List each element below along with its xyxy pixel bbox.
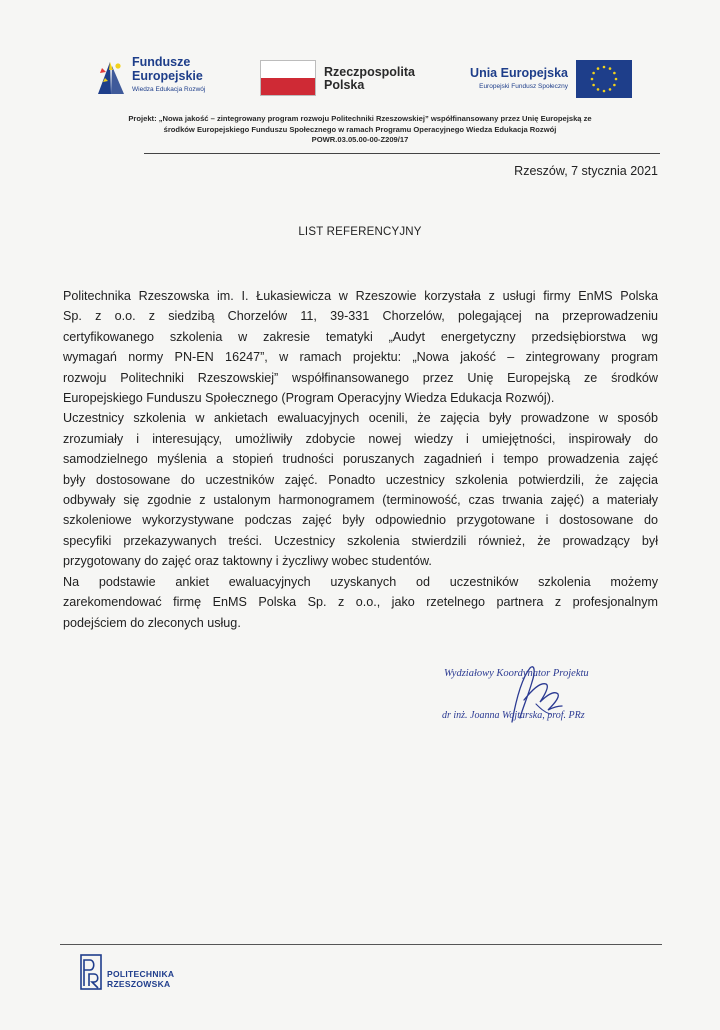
eu-star-icon [615,78,618,81]
paragraph-1-line: rozwoju Politechniki Rzeszowskiej” współfinansowanego przez Unię Europejską ze środków [63,370,658,385]
project-line-2: środków Europejskiego Funduszu Społecznego w ramach Programu Operacyjnego Wiedza Edukacja Rozwój [163,124,557,134]
paragraph-2 [63,408,658,571]
paragraph-1-line: wymagań normy PN-EN 16247”, w ramach projektu: „Nowa jakość – zintegrowany program [63,350,658,365]
paragraph-1-line: certyfikowanego szkolenia w zakresie tematyki „Audyt energetyczny przedsiębiorstwa wg [63,329,658,344]
paragraph-3 [63,572,658,633]
letter-title: LIST REFERENCYJNY [298,226,422,238]
paragraph-1-line: Europejskiego Funduszu Społecznego (Program Operacyjny Wiedza Edukacja Rozwój). [63,391,555,406]
paragraph-1 [63,286,658,408]
project-info [60,114,660,146]
rzeczpospolita-polska-logo [260,58,430,98]
signature-block [428,660,648,730]
paragraph-2-line: odbywały się zgodnie z ustalonym harmonogramem (terminowość, czas trwania zajęć) a materiały [63,493,658,508]
fe-logo-line1: Fundusze [132,55,191,69]
ue-logo-line1: Unia Europejska [470,66,568,80]
project-line-3: POWR.03.05.00-00-Z209/17 [311,135,409,144]
eu-star-icon [613,84,616,87]
fundusze-europejskie-logo [96,56,236,100]
eu-star-icon [603,90,606,93]
fe-logo-line3: Wiedza Edukacja Rozwój [132,86,206,93]
eu-star-icon [591,78,594,81]
signature-role: Wydziałowy Koordynator Projektu [444,668,589,679]
project-line-1: Projekt: „Nowa jakość – zintegrowany program rozwoju Politechniki Rzeszowskiej” współfinansowany przez Unię Europejską ze [128,114,592,123]
eu-star-icon [609,67,612,70]
footer-logo-line1: POLITECHNIKA [107,969,175,979]
eu-star-icon [592,72,595,75]
letter-body [63,286,658,633]
eu-star-icon [597,88,600,91]
paragraph-2-line: samodzielnego myślenia a stopień trudności poruszanych zagadnień i tempo prowadzenia zajęć [63,452,658,467]
paragraph-1-line: Politechnika Rzeszowska im. I. Łukasiewicza w Rzeszowie korzystała z usługi firmy EnMS Polska [63,289,658,303]
polish-flag-icon [260,60,316,96]
rp-logo-line1: Rzeczpospolita [324,65,415,79]
eu-star-icon [592,84,595,87]
paragraph-2-line: były dostosowane do uczestników zajęć. Ponadto uczestnicy szkolenia potwierdzili, że zajęcia [63,472,658,487]
eu-star-icon [597,67,600,70]
unia-europejska-logo [460,58,632,100]
rp-logo-line2: Polska [324,78,365,92]
paragraph-2-line: specyfiki przekazywanych treści. Uczestnicy szkolenia stwierdzili również, że prowadzący był [63,533,658,548]
eu-flag-icon [576,60,632,98]
signature-name: dr inż. Joanna Wojtarska, prof. PRz [442,710,585,721]
paragraph-1-line: Sp. z o.o. z siedzibą Chorzelów 11, 39-331 Chorzelów, polegającej na przeprowadzeniu [63,309,658,324]
fe-logo-line2: Europejskie [132,69,203,83]
paragraph-2-line: przygotowany do zajęć oraz taktowny i życzliwy wobec studentów. [63,554,432,569]
fundusze-europejskie-star-icon [96,58,126,96]
paragraph-3-line: zarekomendować firmę EnMS Polska Sp. z o.o., jako rzetelnego partnera z profesjonalnym [63,595,658,610]
ue-logo-line2: Europejski Fundusz Społeczny [479,83,568,90]
politechnika-rzeszowska-emblem-icon [80,954,102,990]
eu-star-icon [609,88,612,91]
header-divider [144,153,660,154]
eu-star-icon [613,72,616,75]
paragraph-2-line: szkoleniowe wykorzystywane podczas zajęć były odpowiednio przygotowane i dostosowane do [63,513,658,528]
letter-date: Rzeszów, 7 stycznia 2021 [514,164,658,178]
paragraph-3-line: Na podstawie ankiet ewaluacyjnych uzyskanych od uczestników szkolenia możemy [63,574,658,589]
footer-logo-line2: RZESZOWSKA [107,979,171,989]
paragraph-2-line: Uczestnicy szkolenia w ankietach ewaluacyjnych ocenili, że zajęcia były prowadzone w sposób [63,411,658,426]
paragraph-3-line: podejściem do zleconych usług. [63,615,241,630]
footer-divider [60,944,662,945]
paragraph-2-line: zrozumiały i interesujący, umożliwiły zdobycie nowej wiedzy i umiejętności, inspirowały do [63,431,658,446]
eu-star-icon [603,66,606,69]
politechnika-rzeszowska-logo [80,954,200,992]
